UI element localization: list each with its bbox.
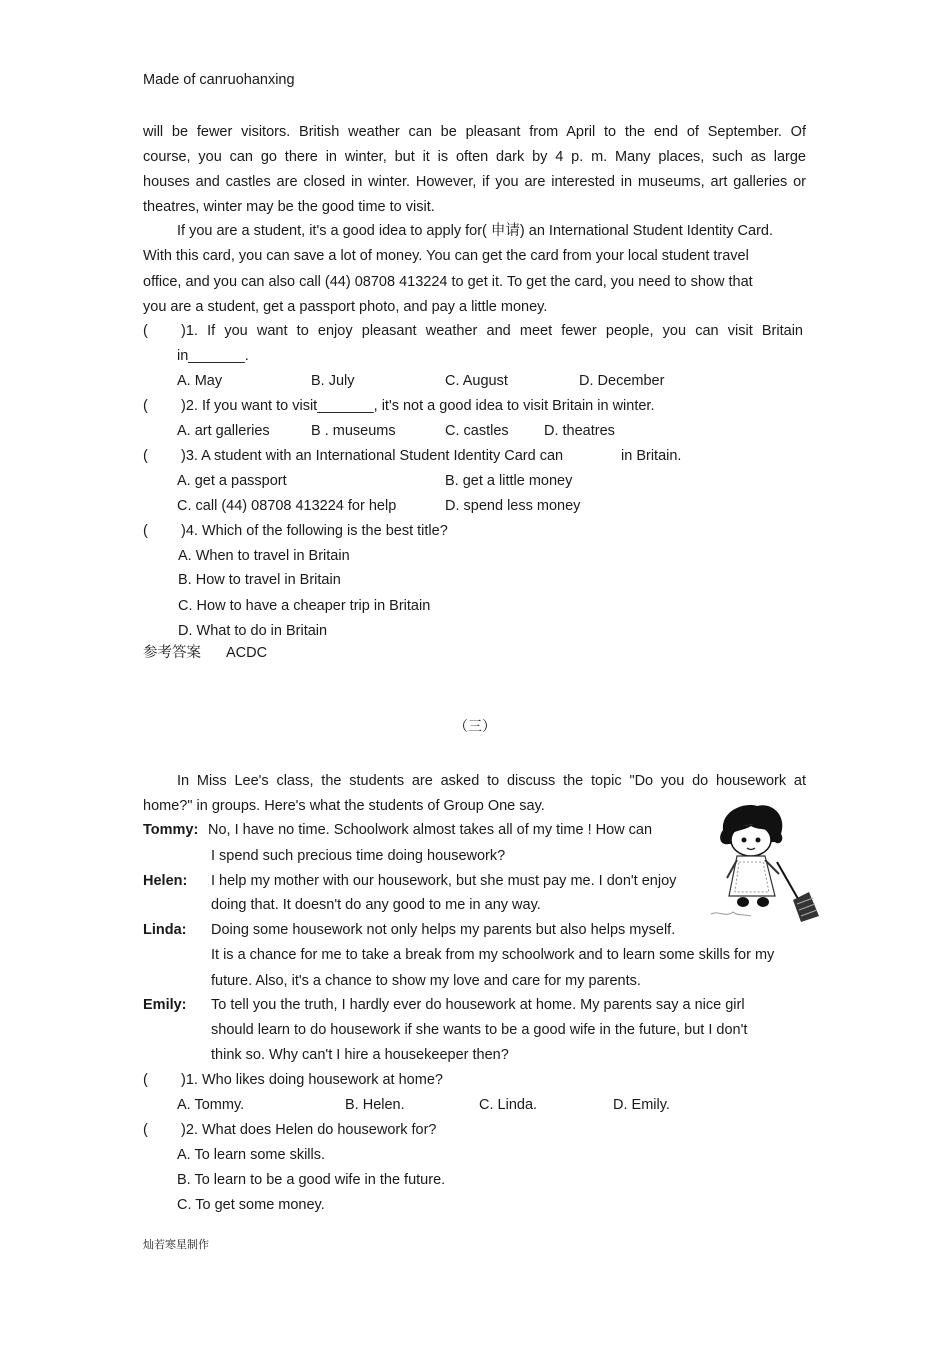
option-c: C. call (44) 08708 413224 for help xyxy=(177,498,397,514)
option-a: A. To learn some skills. xyxy=(177,1147,326,1163)
speaker-name: Emily: xyxy=(143,997,187,1013)
answer-blank-paren[interactable]: ( xyxy=(143,1122,148,1138)
speaker-line: doing that. It doesn't do any good to me in any way. xyxy=(211,897,541,913)
option-c: C. Linda. xyxy=(479,1097,538,1113)
option-d: D. What to do in Britain xyxy=(178,623,328,639)
passage-line: you are a student, get a passport photo, and pay a little money. xyxy=(143,299,548,315)
answer-blank-paren[interactable]: ( xyxy=(143,448,148,464)
answer-key-label: 参考答案 xyxy=(143,645,201,661)
question-text: in_______. xyxy=(177,348,249,364)
option-b: B. Helen. xyxy=(345,1097,405,1113)
answer-blank-paren[interactable]: ( xyxy=(143,1072,148,1088)
answer-key-value: ACDC xyxy=(226,645,268,661)
speaker-line: It is a chance for me to take a break from my schoolwork and to learn some skills for my xyxy=(211,947,775,963)
question-text: )2. If you want to visit_______, it's not a good idea to visit Britain in winter. xyxy=(181,398,655,414)
option-b: B. To learn to be a good wife in the future. xyxy=(177,1172,446,1188)
answer-blank-paren[interactable]: ( xyxy=(143,323,148,339)
speaker-line: To tell you the truth, I hardly ever do housework at home. My parents say a nice girl xyxy=(211,997,745,1013)
speaker-name: Tommy: xyxy=(143,822,199,838)
speaker-line: No, I have no time. Schoolwork almost takes all of my time ! How can xyxy=(208,822,653,838)
speaker-line: I help my mother with our housework, but she must pay me. I don't enjoy xyxy=(211,873,677,889)
option-d: D. December xyxy=(579,373,665,389)
passage-line: course, you can go there in winter, but it is often dark by 4 p. m. Many places, such as large xyxy=(143,149,806,165)
page-footer: 灿若寒星制作 xyxy=(143,1238,209,1251)
option-c: C. To get some money. xyxy=(177,1197,325,1213)
option-d: D. Emily. xyxy=(613,1097,670,1113)
section-title: （三） xyxy=(454,719,496,735)
question-text: )3. A student with an International Student Identity Card can xyxy=(181,448,564,464)
option-c: C. August xyxy=(445,373,508,389)
passage-line: With this card, you can save a lot of money. You can get the card from your local student travel xyxy=(143,248,749,264)
option-b: B. get a little money xyxy=(445,473,573,489)
option-a: A. Tommy. xyxy=(177,1097,245,1113)
answer-blank-paren[interactable]: ( xyxy=(143,398,148,414)
option-b: B . museums xyxy=(311,423,396,439)
passage-line: office, and you can also call (44) 08708 413224 to get it. To get the card, you need to show that xyxy=(143,274,753,290)
option-d: D. theatres xyxy=(544,423,615,439)
question-text-tail: in Britain. xyxy=(621,448,682,464)
speaker-name: Helen: xyxy=(143,873,188,889)
answer-blank-paren[interactable]: ( xyxy=(143,523,148,539)
page-header: Made of canruohanxing xyxy=(143,72,295,88)
question-text: )1. Who likes doing housework at home? xyxy=(181,1072,443,1088)
speaker-line: future. Also, it's a chance to show my love and care for my parents. xyxy=(211,973,641,989)
question-text: )2. What does Helen do housework for? xyxy=(181,1122,437,1138)
question-text: )1. If you want to enjoy pleasant weather and meet fewer people, you can visit Britain xyxy=(181,323,803,339)
option-a: A. art galleries xyxy=(177,423,270,439)
option-b: B. July xyxy=(311,373,355,389)
speaker-line: I spend such precious time doing housework? xyxy=(211,848,506,864)
girl-sweeping-illustration xyxy=(705,800,825,925)
speaker-name: Linda: xyxy=(143,922,187,938)
option-c: C. How to have a cheaper trip in Britain xyxy=(178,598,431,614)
option-a: A. When to travel in Britain xyxy=(178,548,350,564)
speaker-line: Doing some housework not only helps my parents but also helps myself. xyxy=(211,922,676,938)
option-d: D. spend less money xyxy=(445,498,581,514)
passage-line: will be fewer visitors. British weather can be pleasant from April to the end of September. Of xyxy=(143,124,806,140)
passage-line: theatres, winter may be the good time to visit. xyxy=(143,199,435,215)
passage-line: houses and castles are closed in winter. However, if you are interested in museums, art galleries or xyxy=(143,174,806,190)
speaker-line: think so. Why can't I hire a housekeeper then? xyxy=(211,1047,509,1063)
intro-line: In Miss Lee's class, the students are asked to discuss the topic "Do you do housework at xyxy=(177,773,806,789)
option-a: A. May xyxy=(177,373,223,389)
option-c: C. castles xyxy=(445,423,509,439)
option-a: A. get a passport xyxy=(177,473,287,489)
speaker-line: should learn to do housework if she wants to be a good wife in the future, but I don't xyxy=(211,1022,748,1038)
passage-line: If you are a student, it's a good idea to apply for( 申请) an International Student Identity Card. xyxy=(177,223,774,239)
question-text: )4. Which of the following is the best title? xyxy=(181,523,448,539)
option-b: B. How to travel in Britain xyxy=(178,572,341,588)
intro-line: home?" in groups. Here's what the students of Group One say. xyxy=(143,798,545,814)
